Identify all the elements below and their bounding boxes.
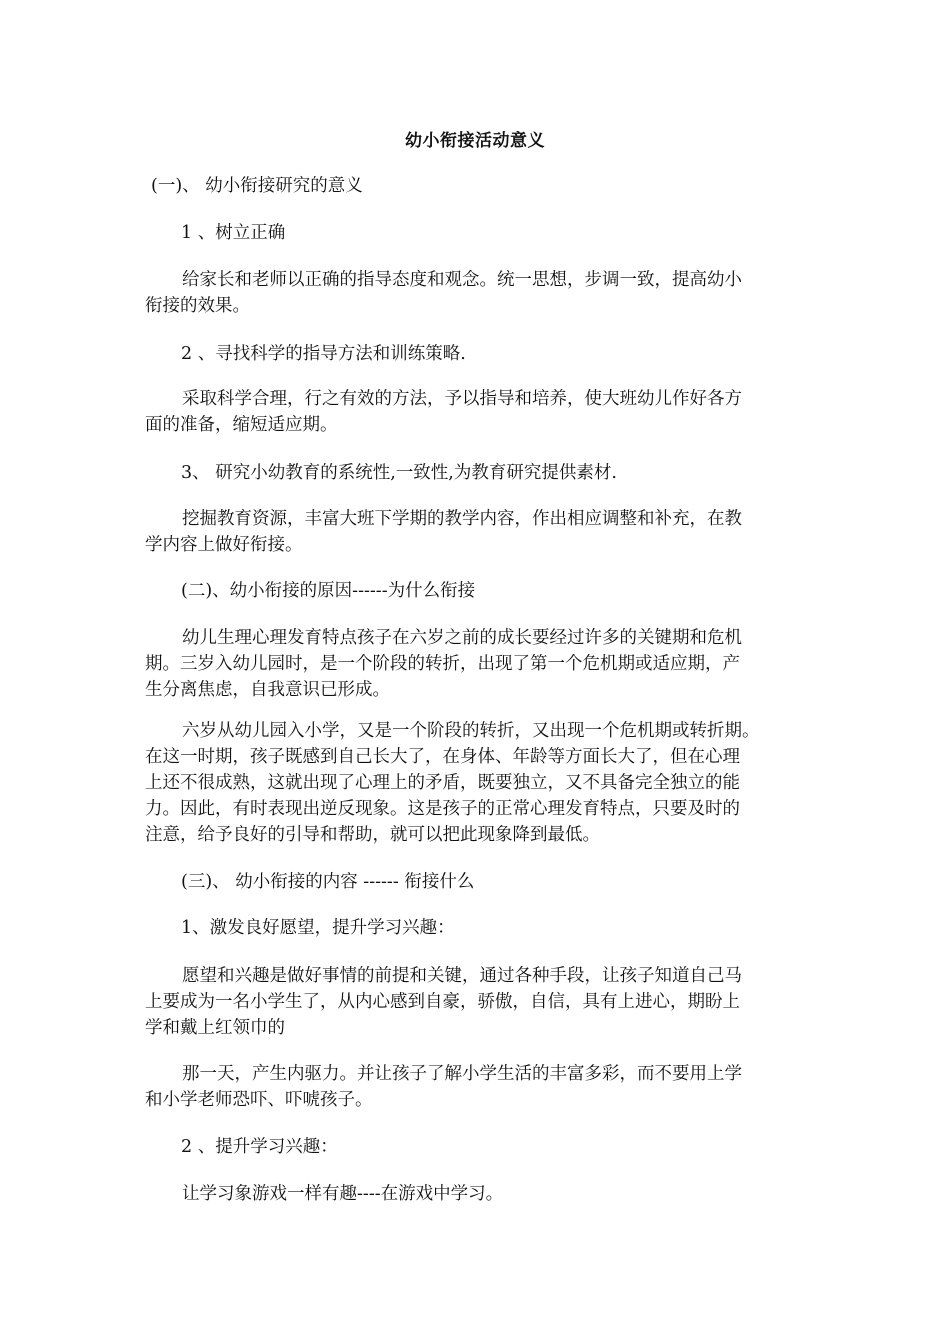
paragraph-line: 学内容上做好衔接。: [145, 535, 303, 555]
paragraph-line: 衔接的效果。: [145, 296, 250, 316]
paragraph-line: 注意，给予良好的引导和帮助，就可以把此现象降到最低。: [145, 825, 600, 845]
paragraph-5: [145, 718, 810, 848]
section-heading-3: (三)、 幼小衔接的内容 ------ 衔接什么: [181, 872, 475, 892]
paragraph-line: 让学习象游戏一样有趣----在游戏中学习。: [182, 1184, 504, 1204]
list-item-1-3: 3、 研究小幼教育的系统性,一致性,为教育研究提供素材.: [181, 463, 617, 483]
paragraph-line: 那一天，产生内驱力。并让孩子了解小学生活的丰富多彩，而不要用上学: [182, 1064, 742, 1084]
paragraph-line: 学和戴上红领巾的: [145, 1018, 285, 1038]
paragraph-line: 上还不很成熟，这就出现了心理上的矛盾，既要独立，又不具备完全独立的能: [145, 773, 740, 793]
section-heading-2: (二)、幼小衔接的原因------为什么衔接: [181, 581, 476, 601]
paragraph-1: [145, 267, 810, 319]
paragraph-line: 在这一时期，孩子既感到自己长大了，在身体、年龄等方面长大了，但在心理: [145, 747, 740, 767]
paragraph-line: 挖掘教育资源，丰富大班下学期的教学内容，作出相应调整和补充，在教: [182, 509, 742, 529]
paragraph-line: 愿望和兴趣是做好事情的前提和关键，通过各种手段，让孩子知道自己马: [182, 966, 742, 986]
section-heading-1: (一)、 幼小衔接研究的意义: [151, 176, 363, 196]
paragraph-line: 给家长和老师以正确的指导态度和观念。统一思想，步调一致，提高幼小: [182, 270, 742, 290]
paragraph-line: 上要成为一名小学生了，从内心感到自豪，骄傲，自信，具有上进心，期盼上: [145, 992, 740, 1012]
paragraph-4: [145, 625, 810, 703]
list-item-3-2: 2 、提升学习兴趣：: [181, 1137, 338, 1157]
paragraph-line: 和小学老师恐吓、吓唬孩子。: [145, 1090, 373, 1110]
paragraph-3: [145, 506, 810, 558]
paragraph-6: [145, 963, 810, 1041]
list-item-1-1: 1 、树立正确: [181, 223, 286, 243]
paragraph-line: 幼儿生理心理发育特点孩子在六岁之前的成长要经过许多的关键期和危机: [182, 628, 742, 648]
list-item-3-1: 1、激发良好愿望，提升学习兴趣：: [181, 918, 455, 938]
paragraph-line: 六岁从幼儿园入小学，又是一个阶段的转折，又出现一个危机期或转折期。: [182, 721, 760, 741]
paragraph-line: 期。三岁入幼儿园时，是一个阶段的转折，出现了第一个危机期或适应期，产: [145, 654, 740, 674]
paragraph-line: 力。因此，有时表现出逆反现象。这是孩子的正常心理发育特点，只要及时的: [145, 799, 740, 819]
paragraph-8: [145, 1181, 810, 1207]
paragraph-line: 生分离焦虑，自我意识已形成。: [145, 680, 390, 700]
document-title: 幼小衔接活动意义: [405, 131, 545, 151]
paragraph-line: 面的准备，缩短适应期。: [145, 415, 338, 435]
paragraph-7: [145, 1061, 810, 1113]
paragraph-line: 采取科学合理，行之有效的方法，予以指导和培养，使大班幼儿作好各方: [182, 389, 742, 409]
list-item-1-2: 2 、寻找科学的指导方法和训练策略.: [181, 344, 466, 364]
paragraph-2: [145, 386, 810, 438]
